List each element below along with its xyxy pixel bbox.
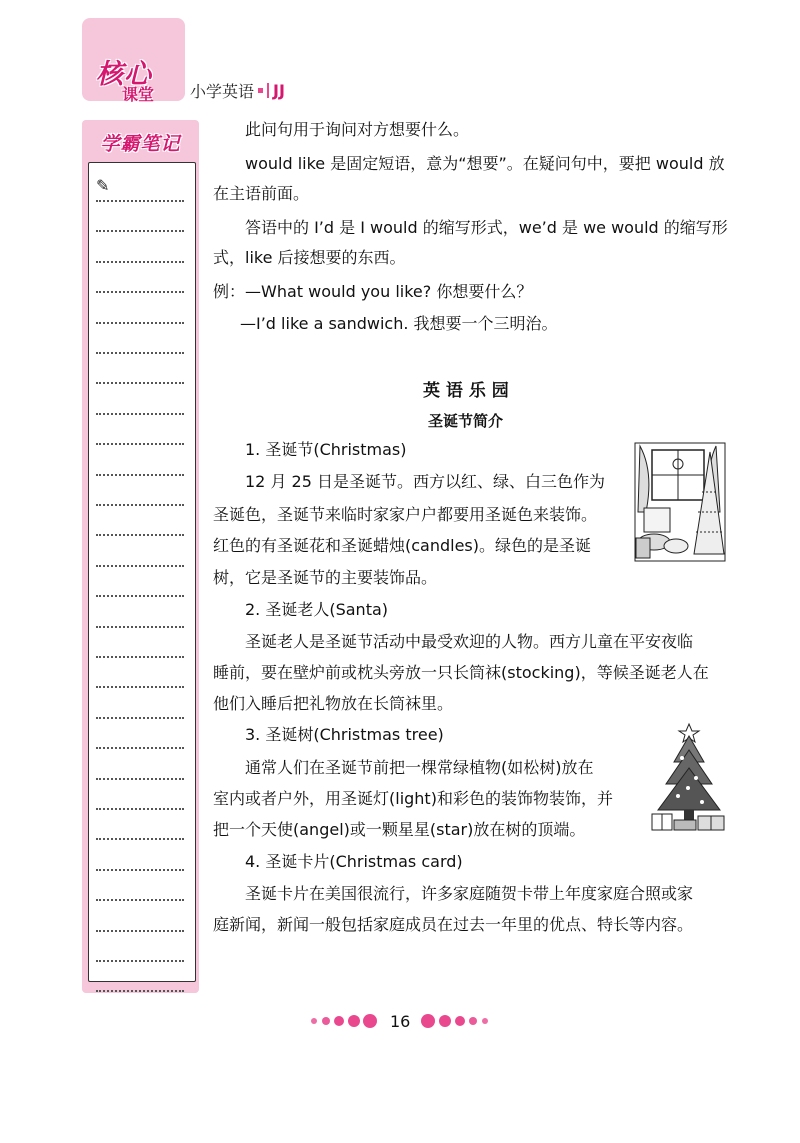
note-line — [96, 200, 184, 202]
section-title: 英 语 乐 园 — [423, 381, 509, 401]
christmas-room-illustration — [634, 442, 726, 562]
page-dot-icon — [455, 1016, 465, 1026]
item-heading: 3. 圣诞树(Christmas tree) — [245, 725, 444, 744]
note-line — [96, 899, 184, 901]
note-line — [96, 291, 184, 293]
note-line — [96, 656, 184, 658]
logo-title: 核心 — [96, 59, 152, 90]
item-line: 他们入睡后把礼物放在长筒袜里。 — [213, 694, 454, 713]
page-number: 16 — [390, 1012, 411, 1031]
note-line — [96, 382, 184, 384]
note-line — [96, 930, 184, 932]
item-line: 圣诞老人是圣诞节活动中最受欢迎的人物。西方儿童在平安夜临 — [245, 632, 694, 651]
grammar-line-2b: 在主语前面。 — [213, 184, 310, 203]
page-dot-icon — [421, 1014, 435, 1028]
page-dot-icon — [348, 1015, 360, 1027]
christmas-tree-illustration — [648, 722, 730, 834]
item-line: 通常人们在圣诞节前把一棵常绿植物(如松树)放在 — [245, 758, 594, 777]
grammar-line-2a: would like 是固定短语，意为“想要”。在疑问句中，要把 would 放 — [245, 154, 725, 173]
note-line — [96, 534, 184, 536]
item-line: 红色的有圣诞花和圣诞蜡烛(candles)。绿色的是圣诞 — [213, 536, 592, 555]
note-line — [96, 778, 184, 780]
item-heading: 4. 圣诞卡片(Christmas card) — [245, 852, 463, 871]
item-line: 12 月 25 日是圣诞节。西方以红、绿、白三色作为 — [245, 472, 605, 491]
separator-bar-icon — [267, 83, 269, 98]
separator-dot-icon — [258, 88, 263, 93]
subject-label: 小学英语 — [190, 82, 255, 101]
note-line — [96, 565, 184, 567]
note-line — [96, 352, 184, 354]
edition-label: JJ — [273, 81, 285, 100]
page-dot-icon — [469, 1017, 477, 1025]
item-line: 室内或者户外，用圣诞灯(light)和彩色的装饰物装饰，并 — [213, 789, 613, 808]
note-line — [96, 230, 184, 232]
note-line — [96, 960, 184, 962]
page-dot-icon — [311, 1018, 317, 1024]
logo-subtitle: 课堂 — [122, 85, 155, 104]
notes-title-bar — [82, 127, 199, 157]
item-line: 圣诞卡片在美国很流行，许多家庭随贺卡带上年度家庭合照或家 — [245, 884, 694, 903]
page-dot-icon — [439, 1015, 451, 1027]
item-heading: 1. 圣诞节(Christmas) — [245, 440, 407, 459]
note-line — [96, 413, 184, 415]
note-line — [96, 261, 184, 263]
grammar-line-1: 此问句用于询问对方想要什么。 — [245, 120, 470, 139]
section-subtitle: 圣诞节简介 — [428, 412, 504, 430]
item-line: 树，它是圣诞节的主要装饰品。 — [213, 568, 438, 587]
note-line — [96, 747, 184, 749]
item-line: 把一个天使(angel)或一颗星星(star)放在树的顶端。 — [213, 820, 586, 839]
example-question: 例：—What would you like? 你想要什么？ — [213, 282, 533, 301]
notes-title: 学霸笔记 — [100, 132, 181, 155]
page-dot-icon — [482, 1018, 488, 1024]
note-line — [96, 808, 184, 810]
item-line: 庭新闻，新闻一般包括家庭成员在过去一年里的优点、特长等内容。 — [213, 915, 694, 934]
note-line — [96, 869, 184, 871]
notes-box — [88, 162, 196, 982]
note-line — [96, 595, 184, 597]
example-answer: —I’d like a sandwich. 我想要一个三明治。 — [240, 314, 558, 333]
grammar-line-3a: 答语中的 I’d 是 I would 的缩写形式，we’d 是 we would 的缩写形 — [245, 218, 728, 237]
item-heading: 2. 圣诞老人(Santa) — [245, 600, 389, 619]
note-line — [96, 474, 184, 476]
item-line: 圣诞色，圣诞节来临时家家户户都要用圣诞色来装饰。 — [213, 505, 598, 524]
item-line: 睡前，要在壁炉前或枕头旁放一只长筒袜(stocking)，等候圣诞老人在 — [213, 663, 709, 682]
note-line — [96, 990, 184, 992]
note-line — [96, 626, 184, 628]
note-line — [96, 717, 184, 719]
header-subject — [190, 79, 285, 102]
note-line — [96, 686, 184, 688]
note-line — [96, 838, 184, 840]
note-line — [96, 322, 184, 324]
page-dot-icon — [322, 1017, 330, 1025]
note-line — [96, 504, 184, 506]
grammar-line-3b: 式，like 后接想要的东西。 — [213, 248, 406, 267]
page-dot-icon — [363, 1014, 377, 1028]
page-dot-icon — [334, 1016, 344, 1026]
pencil-icon: ✎ — [96, 176, 110, 195]
note-line — [96, 443, 184, 445]
